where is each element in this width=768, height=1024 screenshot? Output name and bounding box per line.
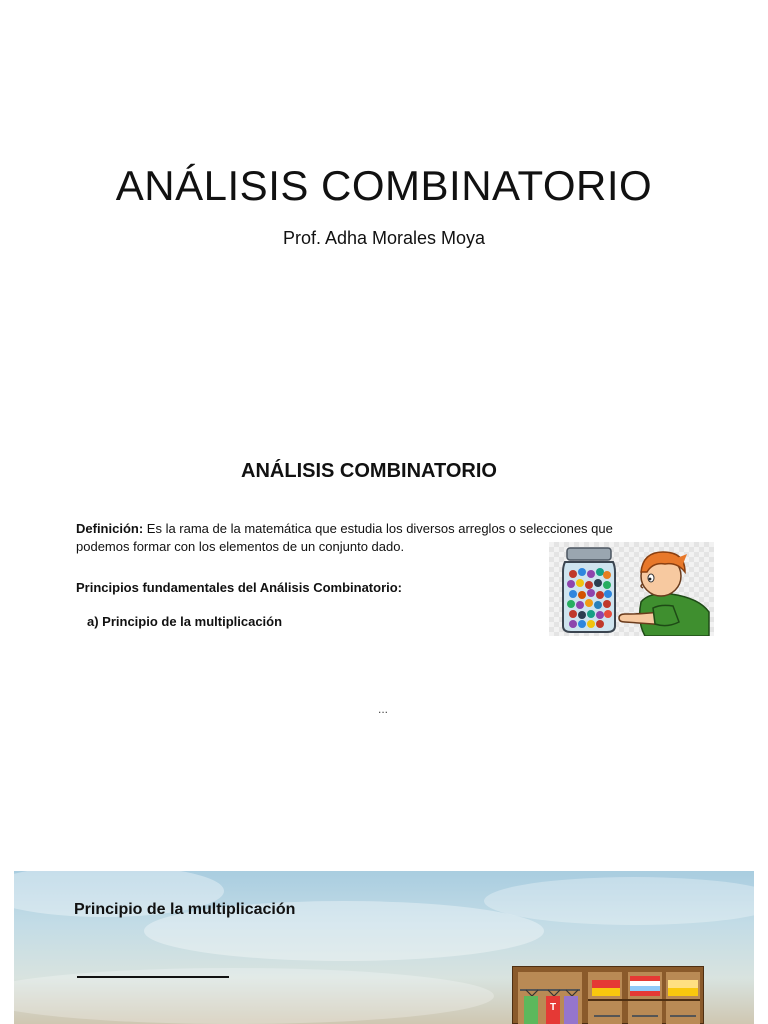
definition-text: Es la rama de la matemática que estudia los diversos arreglos o selecciones que podemos formar con los elementos de un conjunto dado. (76, 521, 613, 554)
underline-divider (77, 976, 229, 978)
definition-label: Definición: (76, 521, 144, 536)
principle-a: a) Principio de la multiplicación (87, 614, 283, 629)
presentation-title: ANÁLISIS COMBINATORIO (115, 162, 653, 209)
more-indicator: ... (378, 702, 389, 716)
slide-heading: ANÁLISIS COMBINATORIO (241, 460, 497, 482)
slide-heading: Principio de la multiplicación (74, 901, 296, 918)
presentation-author: Prof. Adha Morales Moya (282, 228, 486, 248)
slide-multiplication (14, 871, 754, 1024)
principles-heading: Principios fundamentales del Análisis Combinatorio: (76, 580, 403, 595)
wardrobe-closet-icon (512, 966, 704, 1024)
svg-text:T: T (550, 1002, 557, 1013)
boy-with-marble-jar-icon (549, 542, 714, 636)
